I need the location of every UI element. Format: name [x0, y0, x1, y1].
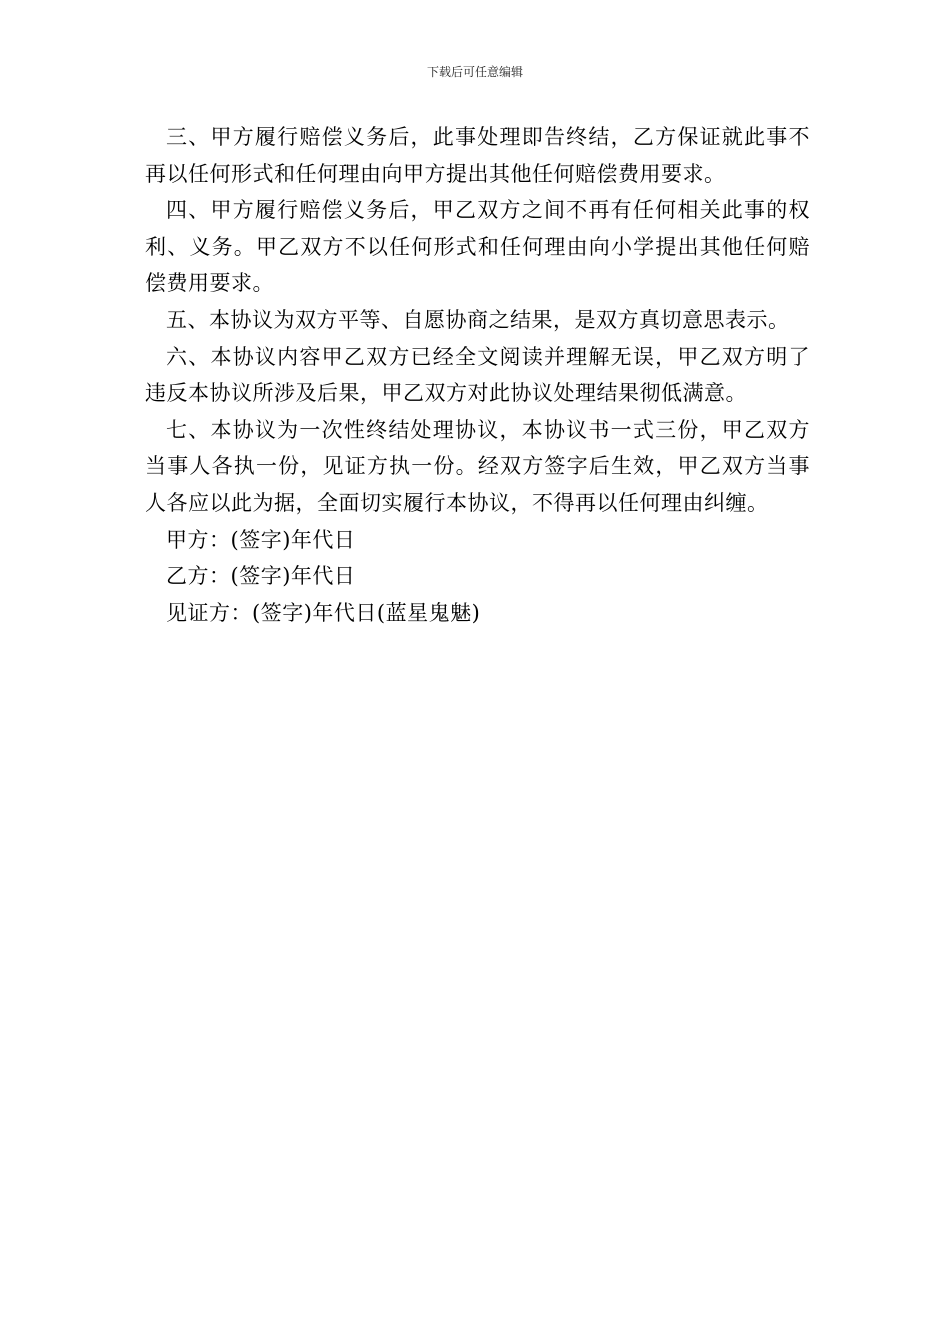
signature-party-a: 甲方：(签字)年代日 [166, 527, 356, 552]
document-body [145, 119, 810, 631]
clause-7: 七、本协议为一次性终结处理协议，本协议书一式三份，甲乙双方当事人各执一份，见证方执一份。经双方签字后生效，甲乙双方当事人各应以此为据，全面切实履行本协议，不得再以任何理由纠缠。 [145, 417, 810, 515]
clause-6: 六、本协议内容甲乙双方已经全文阅读并理解无误，甲乙双方明了违反本协议所涉及后果，甲乙双方对此协议处理结果彻低满意。 [145, 344, 810, 406]
page-header: 下载后可任意编辑 [426, 65, 523, 79]
signature-witness: 见证方：(签字)年代日(蓝星鬼魅) [166, 600, 481, 625]
clause-3: 三、甲方履行赔偿义务后，此事处理即告终结，乙方保证就此事不再以任何形式和任何理由向甲方提出其他任何赔偿费用要求。 [145, 125, 810, 186]
clause-4: 四、甲方履行赔偿义务后，甲乙双方之间不再有任何相关此事的权利、义务。甲乙双方不以任何形式和任何理由向小学提出其他任何赔偿费用要求。 [145, 198, 810, 296]
signature-party-b: 乙方：(签字)年代日 [166, 564, 356, 589]
clause-5: 五、本协议为双方平等、自愿协商之结果，是双方真切意思表示。 [166, 307, 790, 332]
